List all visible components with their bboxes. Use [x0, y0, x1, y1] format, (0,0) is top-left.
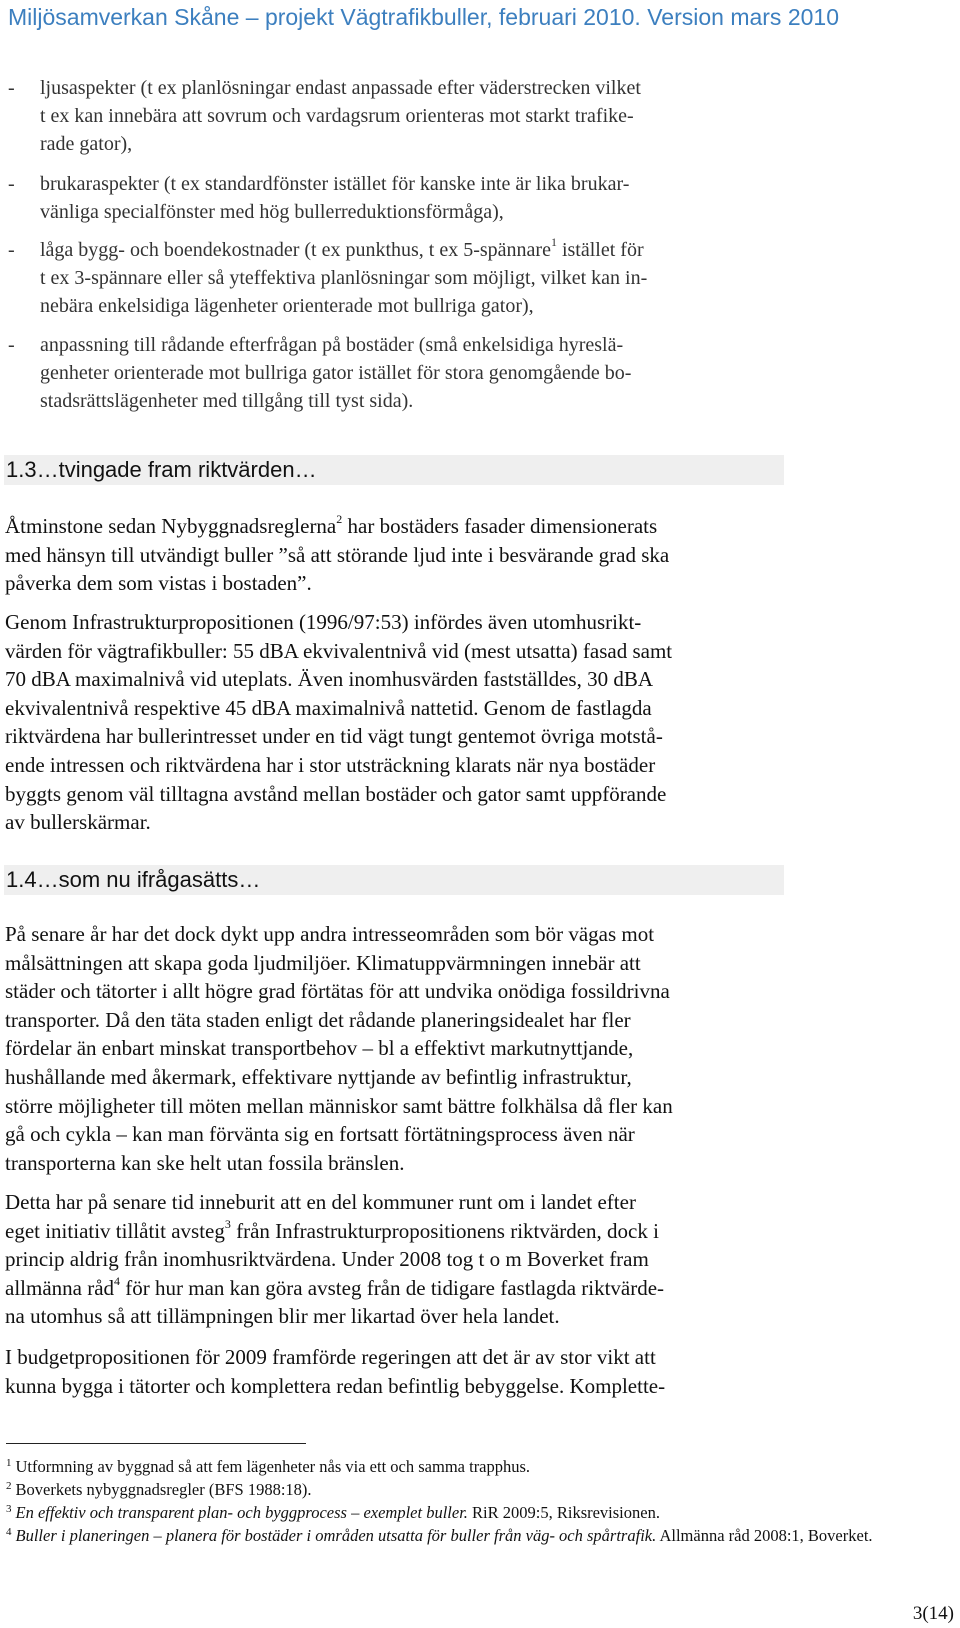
bullet-line: brukaraspekter (t ex standardfönster istället för kanske inte är lika brukar-	[40, 173, 630, 195]
paragraph-line: princip aldrig från inomhusriktvärdena. Under 2008 tog t o m Boverket fram	[5, 1247, 649, 1272]
page-header: Miljösamverkan Skåne – projekt Vägtrafikbuller, februari 2010. Version mars 2010	[8, 4, 839, 30]
paragraph-line: Genom Infrastrukturpropositionen (1996/97:53) infördes även utomhusrikt-	[5, 610, 642, 634]
paragraph-line: na utomhus så att tillämpningen blir mer likartad över hela landet.	[5, 1304, 560, 1329]
footnote-1	[6, 1457, 530, 1477]
bullet-line: anpassning till rådande efterfrågan på bostäder (små enkelsidiga hyreslä-	[40, 334, 624, 356]
footnote-number: 2	[6, 1480, 12, 1492]
paragraph-line: ende intressen och riktvärdena har i stor utsträckning klarats när nya bostäder	[5, 752, 656, 777]
paragraph	[5, 1343, 785, 1400]
bullet-line: vänliga specialfönster med hög bullerreduktionsförmåga),	[40, 201, 504, 223]
footnote-text: Allmänna råd 2008:1, Boverket.	[656, 1526, 873, 1545]
paragraph-line: hushållande med åkermark, effektivare nyttjande av befintlig infrastruktur,	[5, 1064, 632, 1089]
paragraph	[5, 608, 785, 837]
paragraph-line: större möjligheter till möten mellan människor samt bättre folkhälsa då fler kan	[5, 1093, 673, 1118]
paragraph-line: 70 dBA maximalnivå vid uteplats. Även inomhusvärden fastställdes, 30 dBA	[5, 667, 653, 692]
paragraph-line: Åtminstone sedan Nybyggnadsreglerna$^2$ har bostäders fasader dimensionerats	[5, 512, 658, 538]
bullet-dash: -	[8, 77, 15, 99]
footnote-ref: 1	[550, 235, 557, 250]
footnote-title: En effektiv och transparent plan- och byggprocess – exemplet buller.	[15, 1503, 468, 1522]
paragraph-line: gå och cykla – kan man förvänta sig en fortsatt förtätningsprocess även när	[5, 1122, 635, 1147]
paragraph-line: transporter. Då den täta staden enligt det rådande planeringsidealet har fler	[5, 1007, 631, 1032]
bullet-line: genheter orienterade mot bullriga gator istället för stora genomgående bo-	[40, 362, 632, 384]
paragraph-line: transporterna kan ske helt utan fossila bränslen.	[5, 1150, 405, 1175]
footnote-title: Buller i planeringen – planera för bostäder i områden utsatta för buller från väg- och spårtrafik.	[15, 1526, 657, 1545]
paragraph-line: värden för vägtrafikbuller: 55 dBA ekvivalentnivå vid (mest utsatta) fasad samt	[5, 638, 673, 663]
footnote-4	[6, 1526, 873, 1546]
section-heading: 1.3…tvingade fram riktvärden…	[4, 455, 784, 485]
paragraph-line: På senare år har det dock dykt upp andra intresseområden som bör vägas mot	[5, 922, 655, 946]
footnote-number: 1	[6, 1457, 12, 1469]
paragraph-line: kunna bygga i tätorter och komplettera redan befintlig bebyggelse. Komplette-	[5, 1373, 666, 1398]
paragraph-line: fördelar än enbart minskat transportbehov – bl a effektivt markutnyttjande,	[5, 1036, 634, 1061]
bullet-line: t ex kan innebära att sovrum och vardagsrum orienteras mot starkt trafike-	[40, 105, 634, 127]
footnote-3	[6, 1503, 660, 1523]
paragraph-line: eget initiativ tillåtit avsteg$^3$ från Infrastrukturpropositionens riktvärden, dock i	[5, 1216, 659, 1243]
bullet-line: nebära enkelsidiga lägenheter orienterade mot bullriga gator),	[40, 295, 534, 317]
paragraph-line: städer och tätorter i allt högre grad förtätas för att undvika onödiga fossildrivna	[5, 979, 670, 1004]
page-number: 3(14)	[912, 1603, 954, 1624]
paragraph-line: byggts genom väl tilltagna avstånd mellan bostäder och gator samt uppförande	[5, 781, 667, 806]
paragraph-line: med hänsyn till utvändigt buller ”så att störande ljud inte i besvärande grad ska	[5, 542, 670, 567]
paragraph-line: ekvivalentnivå respektive 45 dBA maximalnivå nattetid. Genom de fastlagda	[5, 695, 652, 720]
footnote-number: 4	[6, 1526, 12, 1538]
paragraph-line: allmänna råd$^4$ för hur man kan göra avsteg från de tidigare fastlagda riktvärde-	[5, 1273, 665, 1300]
bullet-line: låga bygg- och boendekostnader (t ex punkthus, t ex 5-spännare$^1$ istället för	[40, 235, 644, 261]
bullet-line: stadsrättslägenheter med tillgång till tyst sida).	[40, 390, 414, 412]
paragraph	[5, 1188, 785, 1331]
bullet-line: ljusaspekter (t ex planlösningar endast anpassade efter väderstrecken vilket	[40, 77, 641, 99]
paragraph-line: riktvärdena har bullerintresset under en tid vägt tungt gentemot övriga motstå-	[5, 724, 663, 749]
paragraph	[5, 920, 785, 1177]
paragraph-line: påverka dem som vistas i bostaden”.	[5, 571, 312, 596]
bullet-dash: -	[8, 173, 15, 195]
footnote-ref: 3	[224, 1216, 231, 1231]
paragraph-line: av bullerskärmar.	[5, 810, 151, 835]
footnote-text: RiR 2009:5, Riksrevisionen.	[467, 1503, 660, 1522]
footnote-number: 3	[6, 1503, 12, 1515]
footnote-2	[6, 1480, 312, 1500]
section-heading: 1.4…som nu ifrågasätts…	[4, 865, 784, 895]
bullet-line: rade gator),	[40, 133, 133, 155]
bullet-dash: -	[8, 239, 15, 261]
footnote-ref: 2	[336, 512, 343, 526]
footnote-text: Utformning av byggnad så att fem lägenheter nås via ett och samma trapphus.	[15, 1457, 531, 1476]
bullet-line: t ex 3-spännare eller så yteffektiva planlösningar som möjligt, vilket kan in-	[40, 267, 648, 289]
paragraph-line: I budgetpropositionen för 2009 framförde regeringen att det är av stor vikt att	[5, 1345, 656, 1369]
paragraph-line: målsättningen att skapa goda ljudmiljöer. Klimatuppvärmningen innebär att	[5, 950, 641, 975]
paragraph	[5, 512, 785, 598]
footnote-divider	[6, 1443, 306, 1444]
bullet-dash: -	[8, 334, 15, 356]
footnote-text: Boverkets nybyggnadsregler (BFS 1988:18).	[15, 1480, 312, 1499]
paragraph-line: Detta har på senare tid inneburit att en del kommuner runt om i landet efter	[5, 1190, 636, 1214]
footnote-ref: 4	[114, 1273, 121, 1288]
